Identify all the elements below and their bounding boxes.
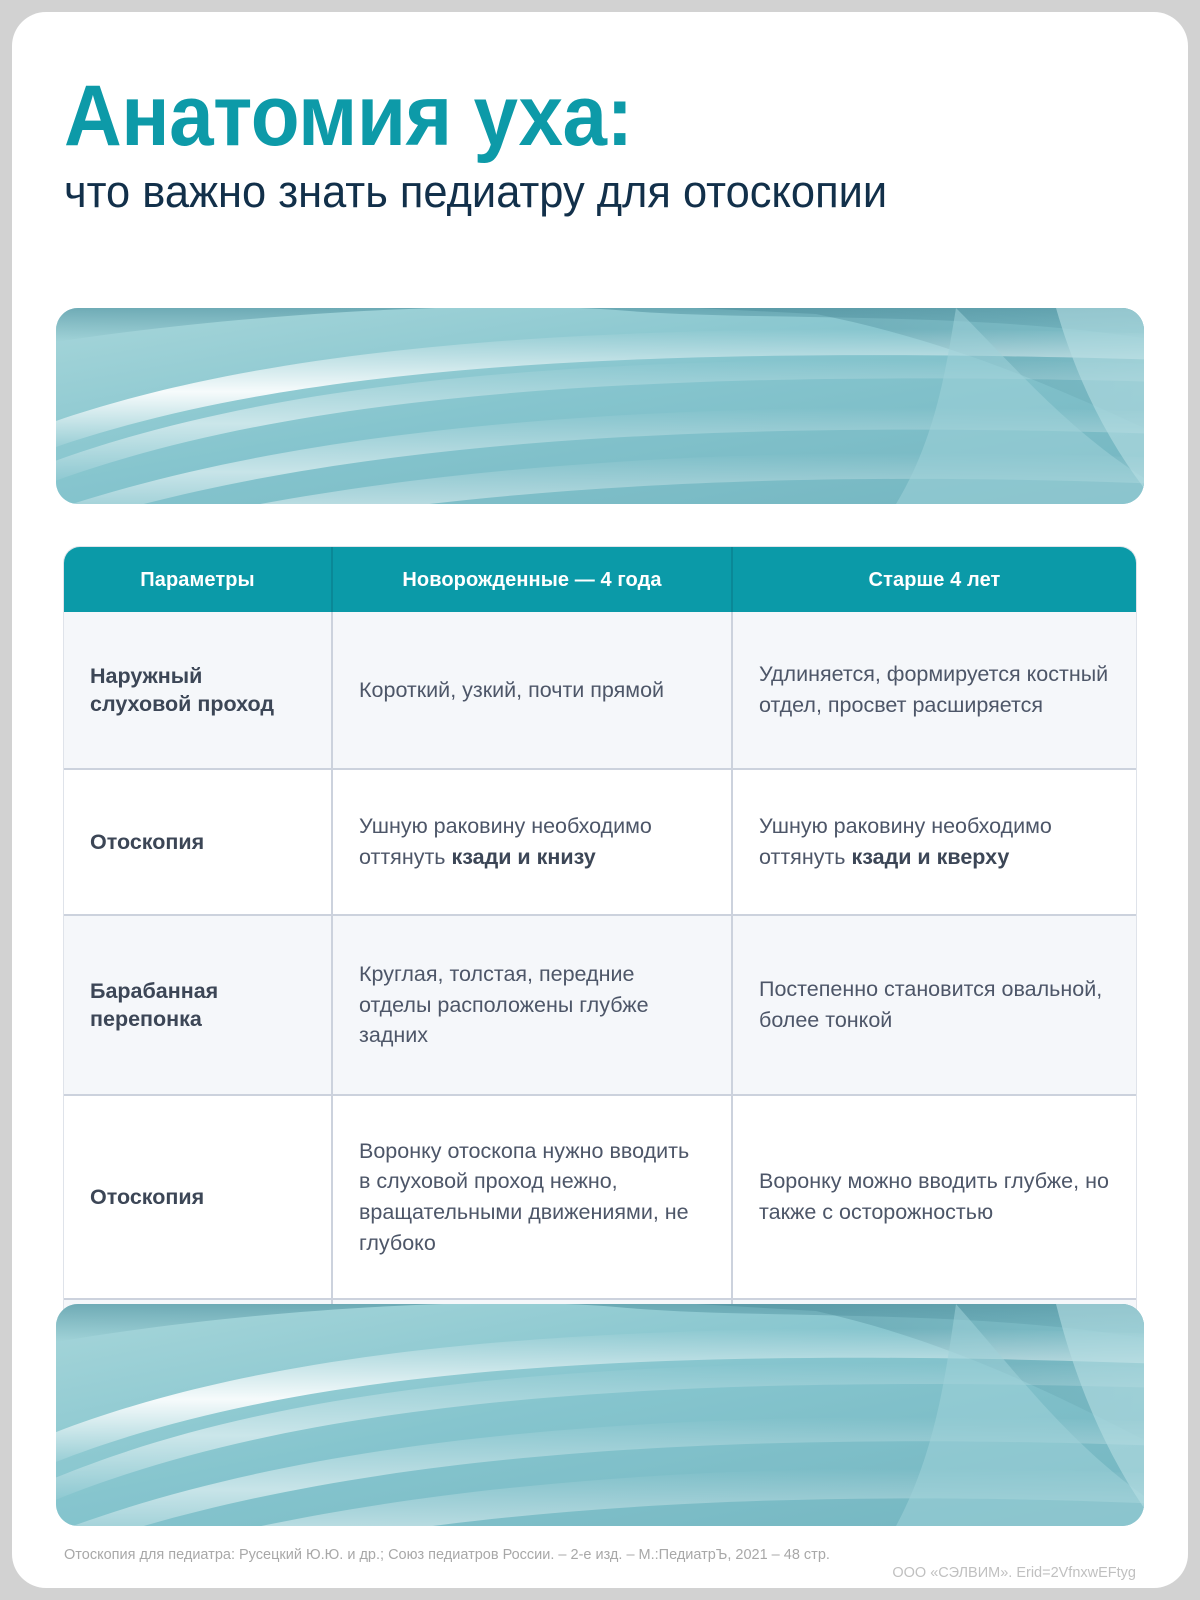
table-header-row bbox=[64, 547, 1136, 612]
column-header-older-than-4: Старше 4 лет bbox=[732, 547, 1136, 612]
table-row bbox=[64, 769, 1136, 915]
table-row bbox=[64, 915, 1136, 1095]
row-param-ear-canal: Наружный слуховой проход bbox=[64, 612, 332, 769]
emphasis-text: кзади и книзу bbox=[451, 845, 596, 869]
text-prefix: Ушную раковину необходимо оттянуть bbox=[359, 814, 652, 869]
row-young-otoscopy-pinna bbox=[332, 769, 732, 915]
header bbox=[12, 12, 1188, 217]
row-older-ear-canal: Удлиняется, формируется костный отдел, просвет расширяется bbox=[732, 612, 1136, 769]
silk-texture-graphic bbox=[56, 308, 1144, 504]
table-row bbox=[64, 612, 1136, 769]
row-older-eardrum: Постепенно становится овальной, более тонкой bbox=[732, 915, 1136, 1095]
row-param-otoscopy-speculum: Отоскопия bbox=[64, 1095, 332, 1299]
advertiser-erid: ООО «СЭЛВИМ». Erid=2VfnxwEFtyg bbox=[892, 1565, 1136, 1581]
table-row bbox=[64, 1095, 1136, 1299]
source-citation: Отоскопия для педиатра: Русецкий Ю.Ю. и др.; Союз педиатров России. – 2-е изд. – М.:ПедиатрЪ, 2021 – 48 стр. bbox=[64, 1547, 830, 1563]
bottom-silk-banner bbox=[56, 1304, 1144, 1526]
top-silk-banner bbox=[56, 308, 1144, 504]
page-subtitle: что важно знать педиатру для отоскопии bbox=[64, 166, 888, 218]
infographic-card bbox=[12, 12, 1188, 1588]
row-young-eardrum: Круглая, толстая, передние отделы расположены глубже задних bbox=[332, 915, 732, 1095]
text-prefix: Ушную раковину необходимо оттянуть bbox=[759, 814, 1052, 869]
footer bbox=[12, 1532, 1188, 1588]
column-header-newborn-to-4: Новорожденные — 4 года bbox=[332, 547, 732, 612]
emphasis-text: кзади и кверху bbox=[851, 845, 1010, 869]
column-header-parameters: Параметры bbox=[64, 547, 332, 612]
silk-texture-graphic bbox=[56, 1304, 1144, 1526]
row-param-otoscopy-pinna: Отоскопия bbox=[64, 769, 332, 915]
page-title: Анатомия уха: bbox=[64, 68, 633, 164]
row-older-otoscopy-speculum: Воронку можно вводить глубже, но также с осторожностью bbox=[732, 1095, 1136, 1299]
row-young-otoscopy-speculum: Воронку отоскопа нужно вводить в слуховой проход нежно, вращательными движениями, не глубоко bbox=[332, 1095, 732, 1299]
row-param-eardrum: Барабанная перепонка bbox=[64, 915, 332, 1095]
row-young-ear-canal: Короткий, узкий, почти прямой bbox=[332, 612, 732, 769]
row-older-otoscopy-pinna bbox=[732, 769, 1136, 915]
